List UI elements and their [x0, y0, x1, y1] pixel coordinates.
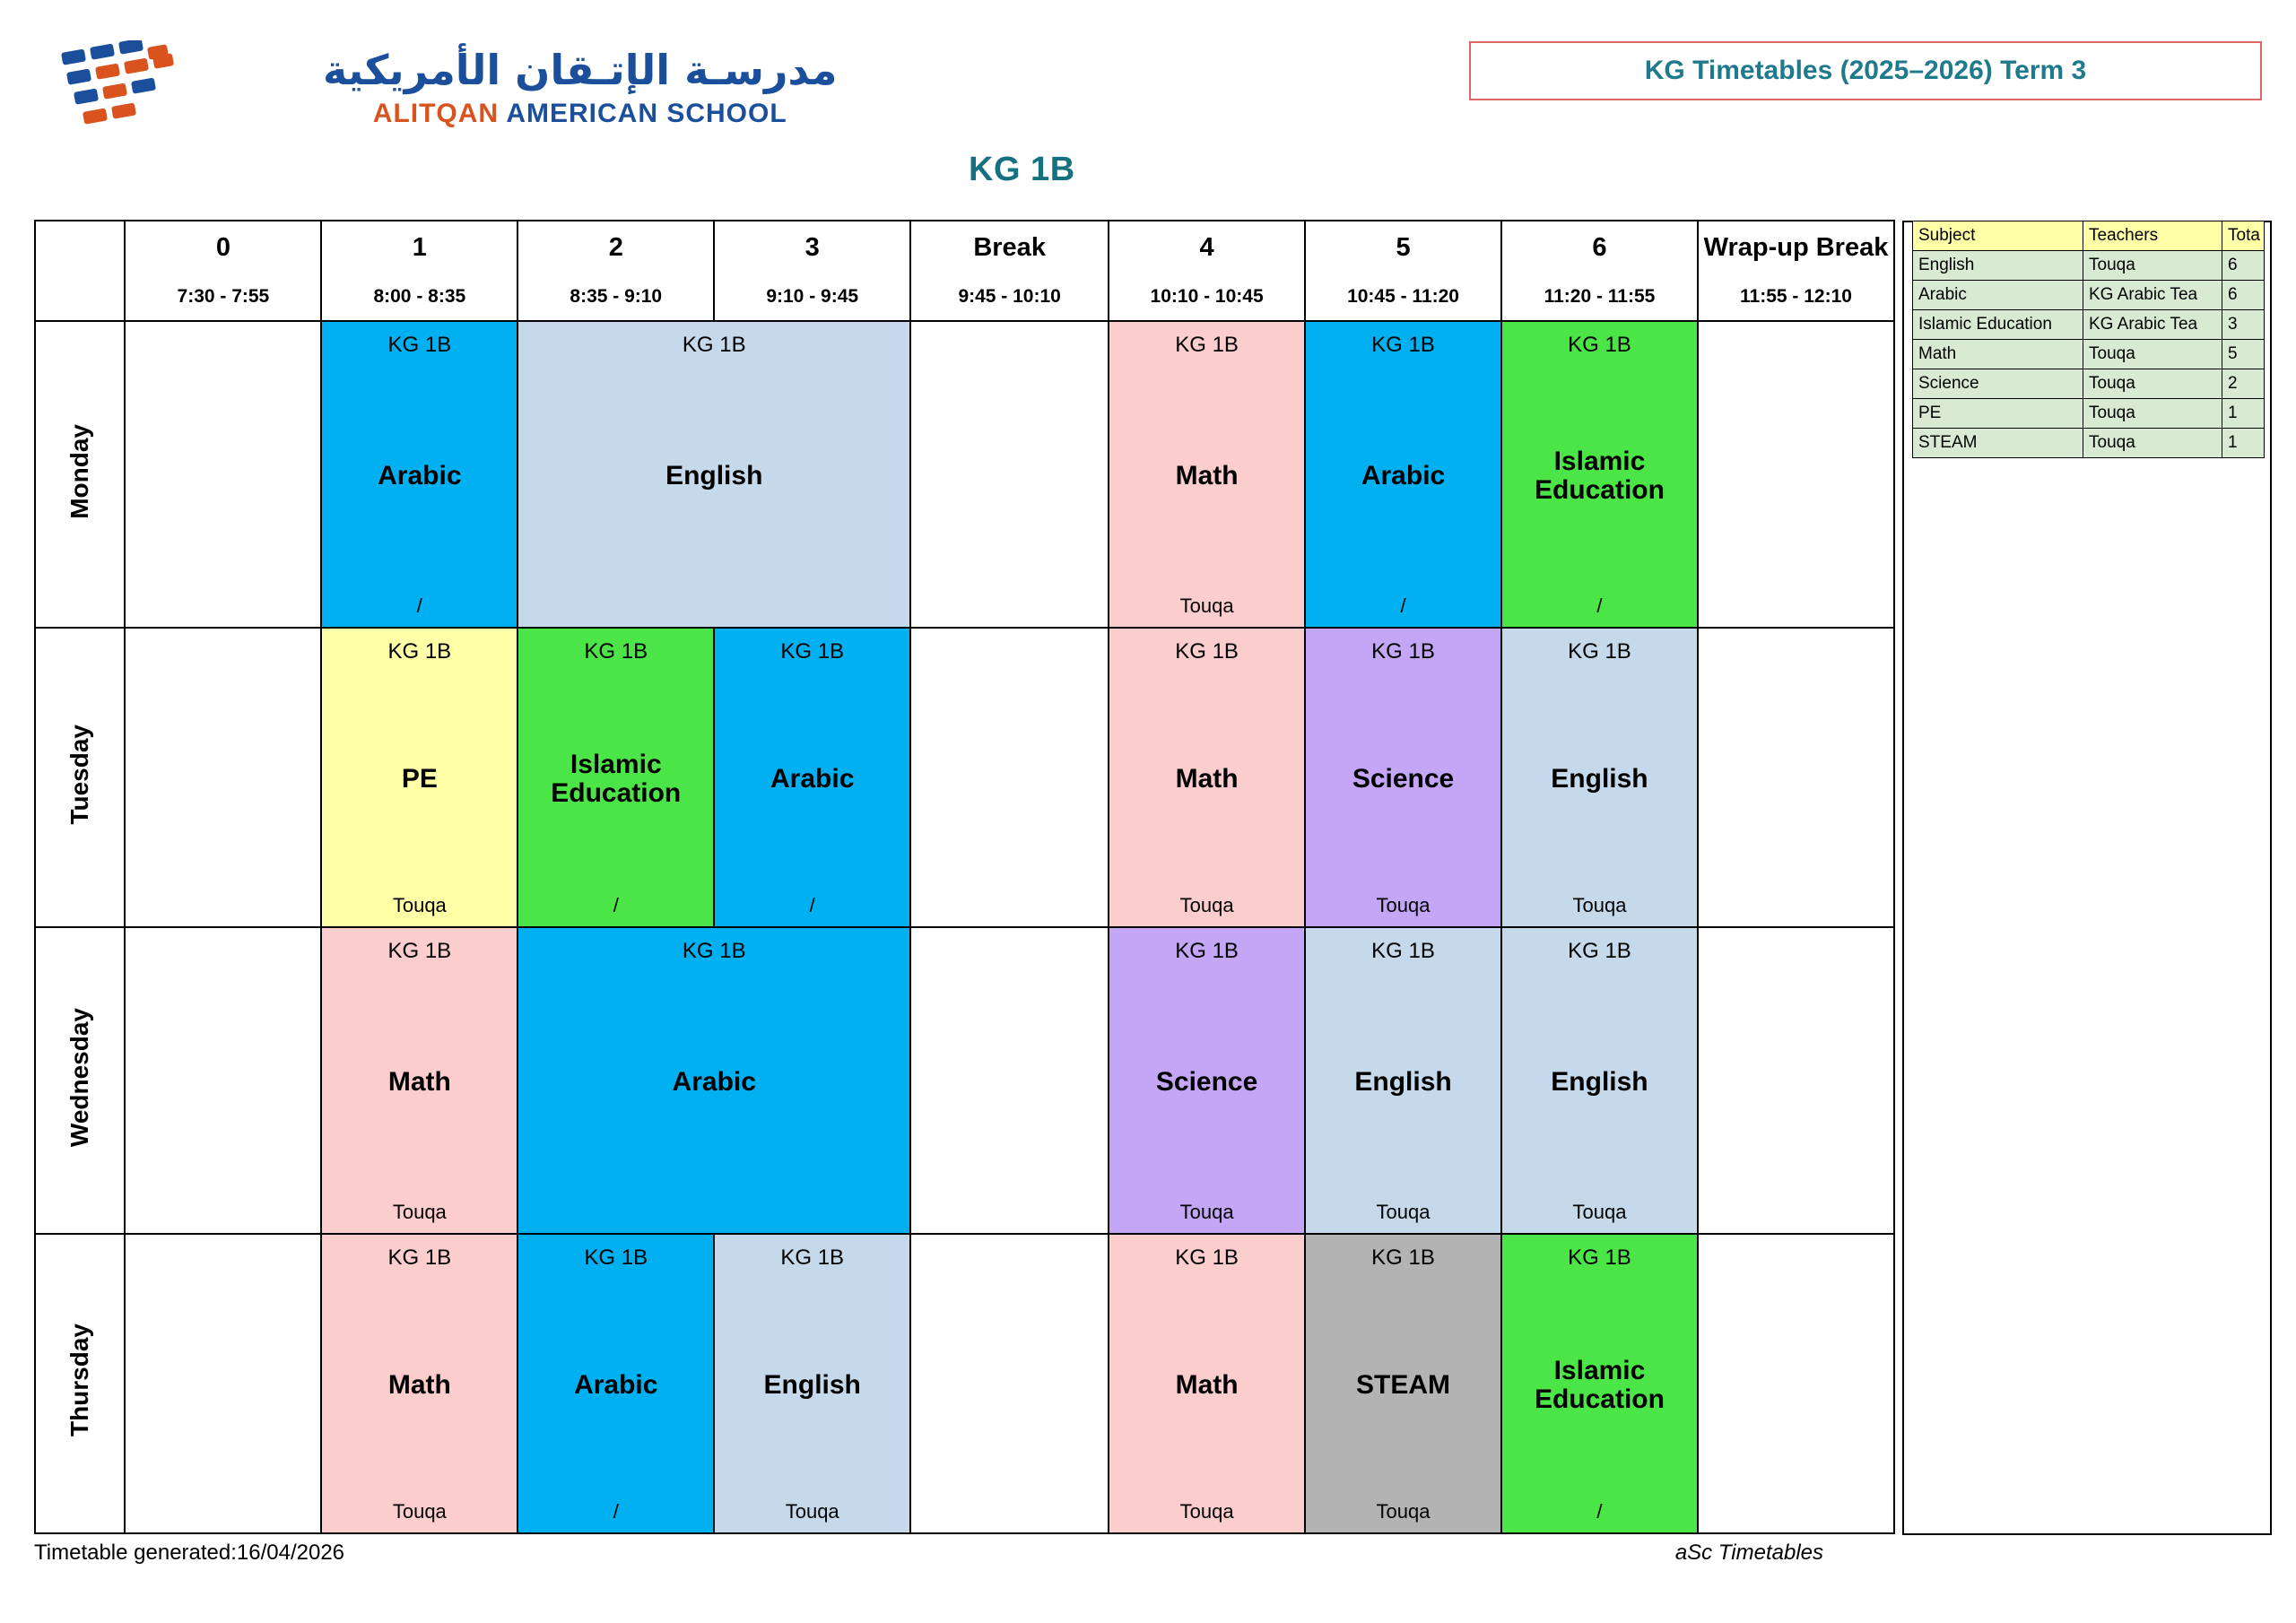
lesson-teacher: / [613, 894, 619, 916]
school-name [323, 48, 837, 129]
lesson-teacher: Touqa [1179, 1500, 1234, 1523]
school-name-en-part1: ALITQAN [372, 98, 500, 128]
lesson-class: KG 1B [387, 333, 452, 357]
lesson-class: KG 1B [1371, 639, 1435, 664]
lesson-cell[interactable] [517, 927, 910, 1234]
lesson-teacher: Touqa [1179, 894, 1234, 916]
summary-subject: Arabic [1913, 281, 2083, 310]
lesson-teacher: Touqa [1179, 1201, 1234, 1223]
day-label-monday: Monday [35, 321, 125, 628]
table-row [1913, 340, 2265, 369]
summary-subject: STEAM [1913, 429, 2083, 458]
lesson-cell[interactable] [1109, 927, 1305, 1234]
lesson-cell-empty [125, 1234, 321, 1533]
lesson-class: KG 1B [1371, 1245, 1435, 1270]
summary-header-row [1913, 221, 2265, 251]
period-label-6: 6 [1501, 221, 1698, 273]
summary-total: 6 [2222, 251, 2265, 281]
asc-credit: aSc Timetables [1674, 1541, 1823, 1565]
lesson-subject: Math [1175, 460, 1239, 490]
period-label-2: 2 [517, 221, 714, 273]
table-row [1913, 251, 2265, 281]
wrapup-cell [1698, 321, 1894, 628]
lesson-teacher: Touqa [1572, 894, 1627, 916]
break-cell [910, 1234, 1109, 1533]
lesson-cell[interactable] [517, 1234, 714, 1533]
lesson-cell[interactable] [1305, 628, 1501, 927]
table-row [1913, 429, 2265, 458]
lesson-subject: Arabic [574, 1369, 658, 1400]
generated-date: Timetable generated:16/04/2026 [34, 1541, 345, 1565]
summary-total: 6 [2222, 281, 2265, 310]
lesson-subject: Math [1175, 1369, 1239, 1400]
school-logo-icon [54, 40, 224, 139]
lesson-teacher: / [1596, 595, 1603, 617]
lesson-cell[interactable] [321, 628, 517, 927]
summary-teacher: KG Arabic Tea [2083, 281, 2222, 310]
period-time-5: 10:45 - 11:20 [1305, 273, 1501, 321]
lesson-cell[interactable] [321, 927, 517, 1234]
page-header [0, 0, 2296, 188]
lesson-cell-empty [125, 927, 321, 1234]
lesson-class: KG 1B [1568, 939, 1631, 963]
lesson-class: KG 1B [584, 639, 648, 664]
summary-header-total: Tota [2222, 221, 2265, 251]
lesson-subject: PE [401, 763, 438, 794]
lesson-subject: Arabic [672, 1066, 756, 1097]
period-time-wrapup: 11:55 - 12:10 [1698, 273, 1894, 321]
lesson-subject: Math [387, 1369, 451, 1400]
table-row [1913, 399, 2265, 429]
summary-teacher: Touqa [2083, 251, 2222, 281]
summary-subject: English [1913, 251, 2083, 281]
day-label-tuesday: Tuesday [35, 628, 125, 927]
lesson-subject: Math [387, 1066, 451, 1097]
lesson-class: KG 1B [387, 939, 452, 963]
lesson-class: KG 1B [1568, 639, 1631, 664]
lesson-class: KG 1B [1175, 333, 1239, 357]
page-footer [34, 1541, 1895, 1566]
lesson-class: KG 1B [1175, 639, 1239, 664]
lesson-teacher: Touqa [392, 1500, 447, 1523]
period-label-5: 5 [1305, 221, 1501, 273]
lesson-cell[interactable] [1305, 927, 1501, 1234]
lesson-class: KG 1B [1568, 1245, 1631, 1270]
lesson-subject: English [665, 460, 763, 490]
lesson-cell[interactable] [1501, 321, 1698, 628]
lesson-subject: English [1354, 1066, 1452, 1097]
lesson-subject: Math [1175, 763, 1239, 794]
lesson-class: KG 1B [387, 639, 452, 664]
lesson-subject: Arabic [378, 460, 462, 490]
summary-subject: Science [1913, 369, 2083, 399]
lesson-cell[interactable] [1501, 927, 1698, 1234]
lesson-subject: English [1551, 1066, 1648, 1097]
summary-teacher: Touqa [2083, 399, 2222, 429]
lesson-subject: English [763, 1369, 861, 1400]
lesson-class: KG 1B [780, 639, 845, 664]
subject-summary-table [1912, 221, 2265, 458]
timetable-row-wednesday [35, 927, 1894, 1234]
term-title: KG Timetables (2025–2026) Term 3 [1644, 56, 2087, 85]
period-label-wrapup: Wrap-up Break [1698, 221, 1894, 273]
summary-total: 1 [2222, 399, 2265, 429]
header-corner-cell [35, 221, 125, 273]
period-time-2: 8:35 - 9:10 [517, 273, 714, 321]
period-time-1: 8:00 - 8:35 [321, 273, 517, 321]
wrapup-cell [1698, 927, 1894, 1234]
school-logo-block [54, 40, 837, 139]
lesson-class: KG 1B [1175, 939, 1239, 963]
lesson-cell[interactable] [517, 628, 714, 927]
lesson-teacher: Touqa [392, 894, 447, 916]
lesson-teacher: Touqa [1376, 894, 1431, 916]
school-name-english [323, 99, 837, 129]
term-title-box [1469, 41, 2262, 100]
summary-subject: Islamic Education [1913, 310, 2083, 340]
lesson-subject: Islamic Education [551, 749, 682, 808]
lesson-cell[interactable] [1109, 1234, 1305, 1533]
day-label-wednesday: Wednesday [35, 927, 125, 1234]
lesson-teacher: Touqa [392, 1201, 447, 1223]
lesson-subject: Science [1155, 1066, 1258, 1097]
lesson-teacher: / [1596, 1500, 1603, 1523]
lesson-subject: STEAM [1356, 1369, 1451, 1400]
lesson-teacher: / [809, 894, 815, 916]
timetable-row-tuesday [35, 628, 1894, 927]
table-row [1913, 369, 2265, 399]
summary-teacher: Touqa [2083, 369, 2222, 399]
period-label-3: 3 [714, 221, 910, 273]
lesson-class: KG 1B [1175, 1245, 1239, 1270]
period-label-0: 0 [125, 221, 321, 273]
lesson-cell[interactable] [321, 321, 517, 628]
summary-total: 2 [2222, 369, 2265, 399]
break-cell [910, 927, 1109, 1234]
period-label-1: 1 [321, 221, 517, 273]
lesson-subject: English [1551, 763, 1648, 794]
header-corner-cell-2 [35, 273, 125, 321]
summary-teacher: Touqa [2083, 340, 2222, 369]
period-time-4: 10:10 - 10:45 [1109, 273, 1305, 321]
lesson-class: KG 1B [1371, 333, 1435, 357]
lesson-teacher: / [1400, 595, 1406, 617]
table-row [1913, 310, 2265, 340]
school-name-en-part2: AMERICAN SCHOOL [506, 98, 787, 128]
period-time-3: 9:10 - 9:45 [714, 273, 910, 321]
lesson-subject: Islamic Education [1534, 446, 1665, 505]
lesson-subject: Arabic [1361, 460, 1446, 490]
summary-total: 1 [2222, 429, 2265, 458]
lesson-class: KG 1B [1371, 939, 1435, 963]
table-row [1913, 281, 2265, 310]
lesson-teacher: Touqa [1376, 1500, 1431, 1523]
lesson-class: KG 1B [387, 1245, 452, 1270]
lesson-cell[interactable] [1305, 321, 1501, 628]
lesson-cell[interactable] [321, 1234, 517, 1533]
lesson-class: KG 1B [780, 1245, 845, 1270]
timetable-row-thursday [35, 1234, 1894, 1533]
summary-teacher: Touqa [2083, 429, 2222, 458]
summary-header-teachers: Teachers [2083, 221, 2222, 251]
lesson-cell[interactable] [1109, 321, 1305, 628]
period-time-6: 11:20 - 11:55 [1501, 273, 1698, 321]
lesson-teacher: / [416, 595, 422, 617]
lesson-teacher: / [613, 1500, 619, 1523]
summary-total: 3 [2222, 310, 2265, 340]
summary-subject: Math [1913, 340, 2083, 369]
lesson-cell[interactable] [1305, 1234, 1501, 1533]
day-label-thursday: Thursday [35, 1234, 125, 1533]
break-cell [910, 321, 1109, 628]
lesson-class: KG 1B [682, 333, 746, 357]
summary-total: 5 [2222, 340, 2265, 369]
timetable-row-monday [35, 321, 1894, 628]
lesson-teacher: Touqa [785, 1500, 839, 1523]
summary-subject: PE [1913, 399, 2083, 429]
lesson-teacher: Touqa [1376, 1201, 1431, 1223]
lesson-cell[interactable] [1501, 628, 1698, 927]
lesson-cell-empty [125, 321, 321, 628]
period-label-break: Break [910, 221, 1109, 273]
wrapup-cell [1698, 628, 1894, 927]
lesson-class: KG 1B [1568, 333, 1631, 357]
summary-teacher: KG Arabic Tea [2083, 310, 2222, 340]
wrapup-cell [1698, 1234, 1894, 1533]
lesson-cell-empty [125, 628, 321, 927]
timetable-header-time-row [35, 273, 1894, 321]
summary-header-subject: Subject [1913, 221, 2083, 251]
break-cell [910, 628, 1109, 927]
page-title: KG 1B [969, 151, 1075, 188]
lesson-subject: Arabic [770, 763, 855, 794]
school-name-arabic: مدرسـة الإتـقان الأمريكية [323, 46, 838, 94]
period-time-0: 7:30 - 7:55 [125, 273, 321, 321]
subject-summary [1912, 221, 2264, 458]
lesson-cell[interactable] [517, 321, 910, 628]
lesson-cell[interactable] [714, 628, 910, 927]
lesson-cell[interactable] [1501, 1234, 1698, 1533]
timetable-header-period-row [35, 221, 1894, 273]
period-time-break: 9:45 - 10:10 [910, 273, 1109, 321]
lesson-cell[interactable] [714, 1234, 910, 1533]
timetable-sheet [34, 220, 1895, 1534]
lesson-class: KG 1B [584, 1245, 648, 1270]
lesson-cell[interactable] [1109, 628, 1305, 927]
lesson-teacher: Touqa [1572, 1201, 1627, 1223]
lesson-teacher: Touqa [1179, 595, 1234, 617]
timetable [34, 220, 1895, 1534]
lesson-subject: Islamic Education [1534, 1355, 1665, 1414]
lesson-subject: Science [1352, 763, 1455, 794]
period-label-4: 4 [1109, 221, 1305, 273]
lesson-class: KG 1B [682, 939, 746, 963]
